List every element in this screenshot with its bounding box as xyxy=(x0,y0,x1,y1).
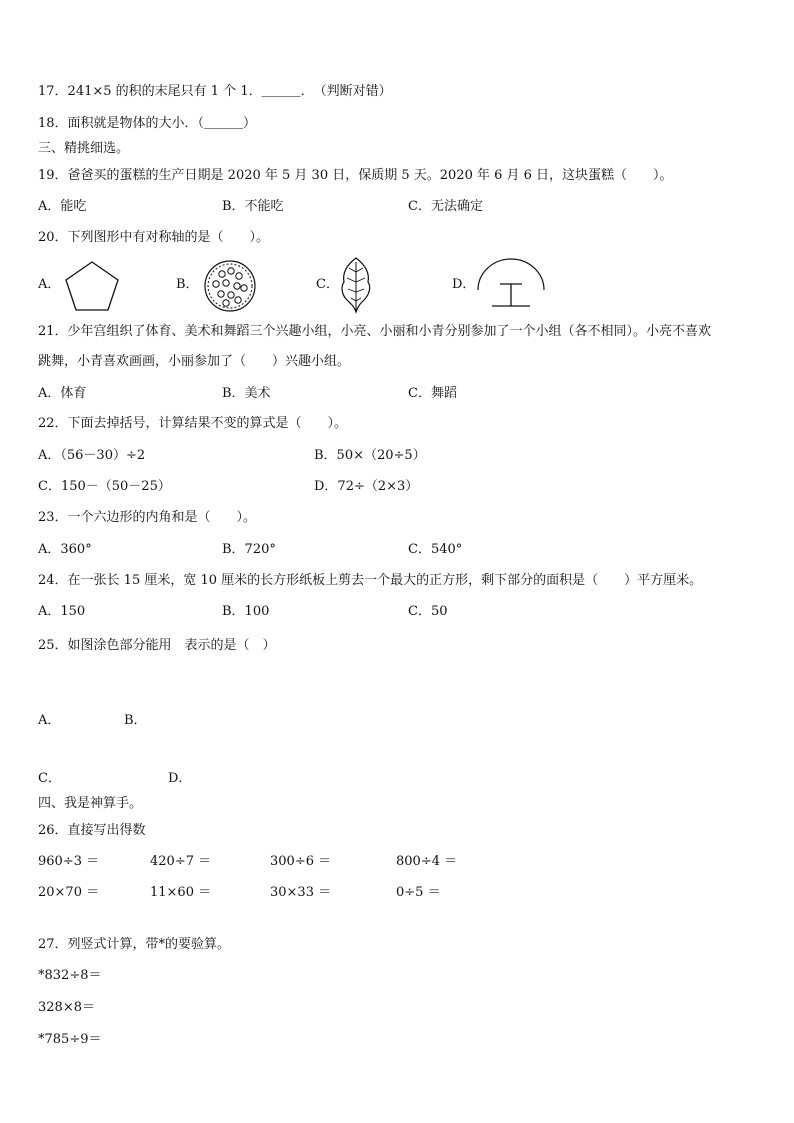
calc-item: 20×70 ＝ xyxy=(38,885,100,900)
option-b[interactable]: B． xyxy=(176,277,199,292)
question-19: 19．爸爸买的蛋糕的生产日期是 2020 年 5 月 30 日，保质期 5 天。2020 年 6 月 6 日，这块蛋糕（ ）。 xyxy=(38,168,673,183)
pentagon-icon xyxy=(62,258,122,314)
question-20: 20．下列图形中有对称轴的是（ ）。 xyxy=(38,230,270,245)
question-17: 17．241×5 的积的末尾只有 1 个 1．＿＿＿． （判断对错） xyxy=(38,84,392,99)
option-b[interactable]: B．100 xyxy=(222,604,270,619)
question-27: 27．列竖式计算，带*的要验算。 xyxy=(38,937,231,952)
option-d[interactable]: D． xyxy=(168,771,192,786)
option-d[interactable]: D．72÷（2×3） xyxy=(314,479,419,494)
option-b[interactable]: B．720° xyxy=(222,542,276,557)
option-c[interactable]: C． xyxy=(316,277,339,292)
calc-item: 800÷4 ＝ xyxy=(396,854,458,869)
option-b[interactable]: B．50×（20÷5） xyxy=(314,448,426,463)
option-a[interactable]: A．360° xyxy=(38,542,92,557)
option-c[interactable]: C．150－（50－25） xyxy=(38,479,171,494)
question-21-line2: 跳舞，小青喜欢画画，小丽参加了（ ）兴趣小组。 xyxy=(38,354,351,369)
question-23: 23．一个六边形的内角和是（ ）。 xyxy=(38,510,257,525)
option-b[interactable]: B．美术 xyxy=(222,386,271,401)
question-22: 22．下面去掉括号，计算结果不变的算式是（ ）。 xyxy=(38,416,348,431)
question-26: 26．直接写出得数 xyxy=(38,823,146,838)
calc-item: 30×33 ＝ xyxy=(270,885,332,900)
option-a[interactable]: A． xyxy=(38,713,61,728)
dotted-circle-icon xyxy=(202,258,258,314)
arch-figure-icon xyxy=(474,256,548,312)
calc-item: *832÷8＝ xyxy=(38,968,102,983)
answer-blank[interactable]: ＿＿＿ xyxy=(261,84,301,99)
option-c[interactable]: C． xyxy=(38,771,61,786)
option-b[interactable]: B．不能吃 xyxy=(222,199,284,214)
option-a[interactable]: A．能吃 xyxy=(38,199,87,214)
option-a[interactable]: A．体育 xyxy=(38,386,87,401)
option-a[interactable]: A．150 xyxy=(38,604,86,619)
option-a[interactable]: A． xyxy=(38,277,61,292)
calc-item: 420÷7 ＝ xyxy=(150,854,212,869)
option-c[interactable]: C．540° xyxy=(408,542,463,557)
question-24: 24．在一张长 15 厘米，宽 10 厘米的长方形纸板上剪去一个最大的正方形，剩下部分的面积是（ ）平方厘米。 xyxy=(38,573,703,588)
option-a[interactable]: A．（56－30）÷2 xyxy=(38,448,146,463)
section-heading-4: 四、我是神算手。 xyxy=(38,796,143,811)
option-c[interactable]: C．舞蹈 xyxy=(408,386,457,401)
leaf-icon xyxy=(338,256,374,314)
calc-item: 960÷3 ＝ xyxy=(38,854,100,869)
option-b[interactable]: B． xyxy=(124,713,147,728)
question-21-line1: 21．少年宫组织了体育、美术和舞蹈三个兴趣小组，小亮、小丽和小青分别参加了一个小组（各不相同）。小亮不喜欢 xyxy=(38,324,712,339)
calc-item: *785÷9＝ xyxy=(38,1032,102,1047)
question-25: 25．如图涂色部分能用 表示的是（ ） xyxy=(38,638,276,653)
calc-item: 300÷6 ＝ xyxy=(270,854,332,869)
option-c[interactable]: C．无法确定 xyxy=(408,199,483,214)
calc-item: 328×8＝ xyxy=(38,1000,95,1015)
section-heading-3: 三、精挑细选。 xyxy=(38,141,130,156)
option-d[interactable]: D． xyxy=(452,277,476,292)
option-c[interactable]: C．50 xyxy=(408,604,448,619)
calc-item: 11×60 ＝ xyxy=(150,885,212,900)
question-18: 18．面积就是物体的大小．（＿＿＿） xyxy=(38,116,257,131)
calc-item: 0÷5 ＝ xyxy=(396,885,441,900)
